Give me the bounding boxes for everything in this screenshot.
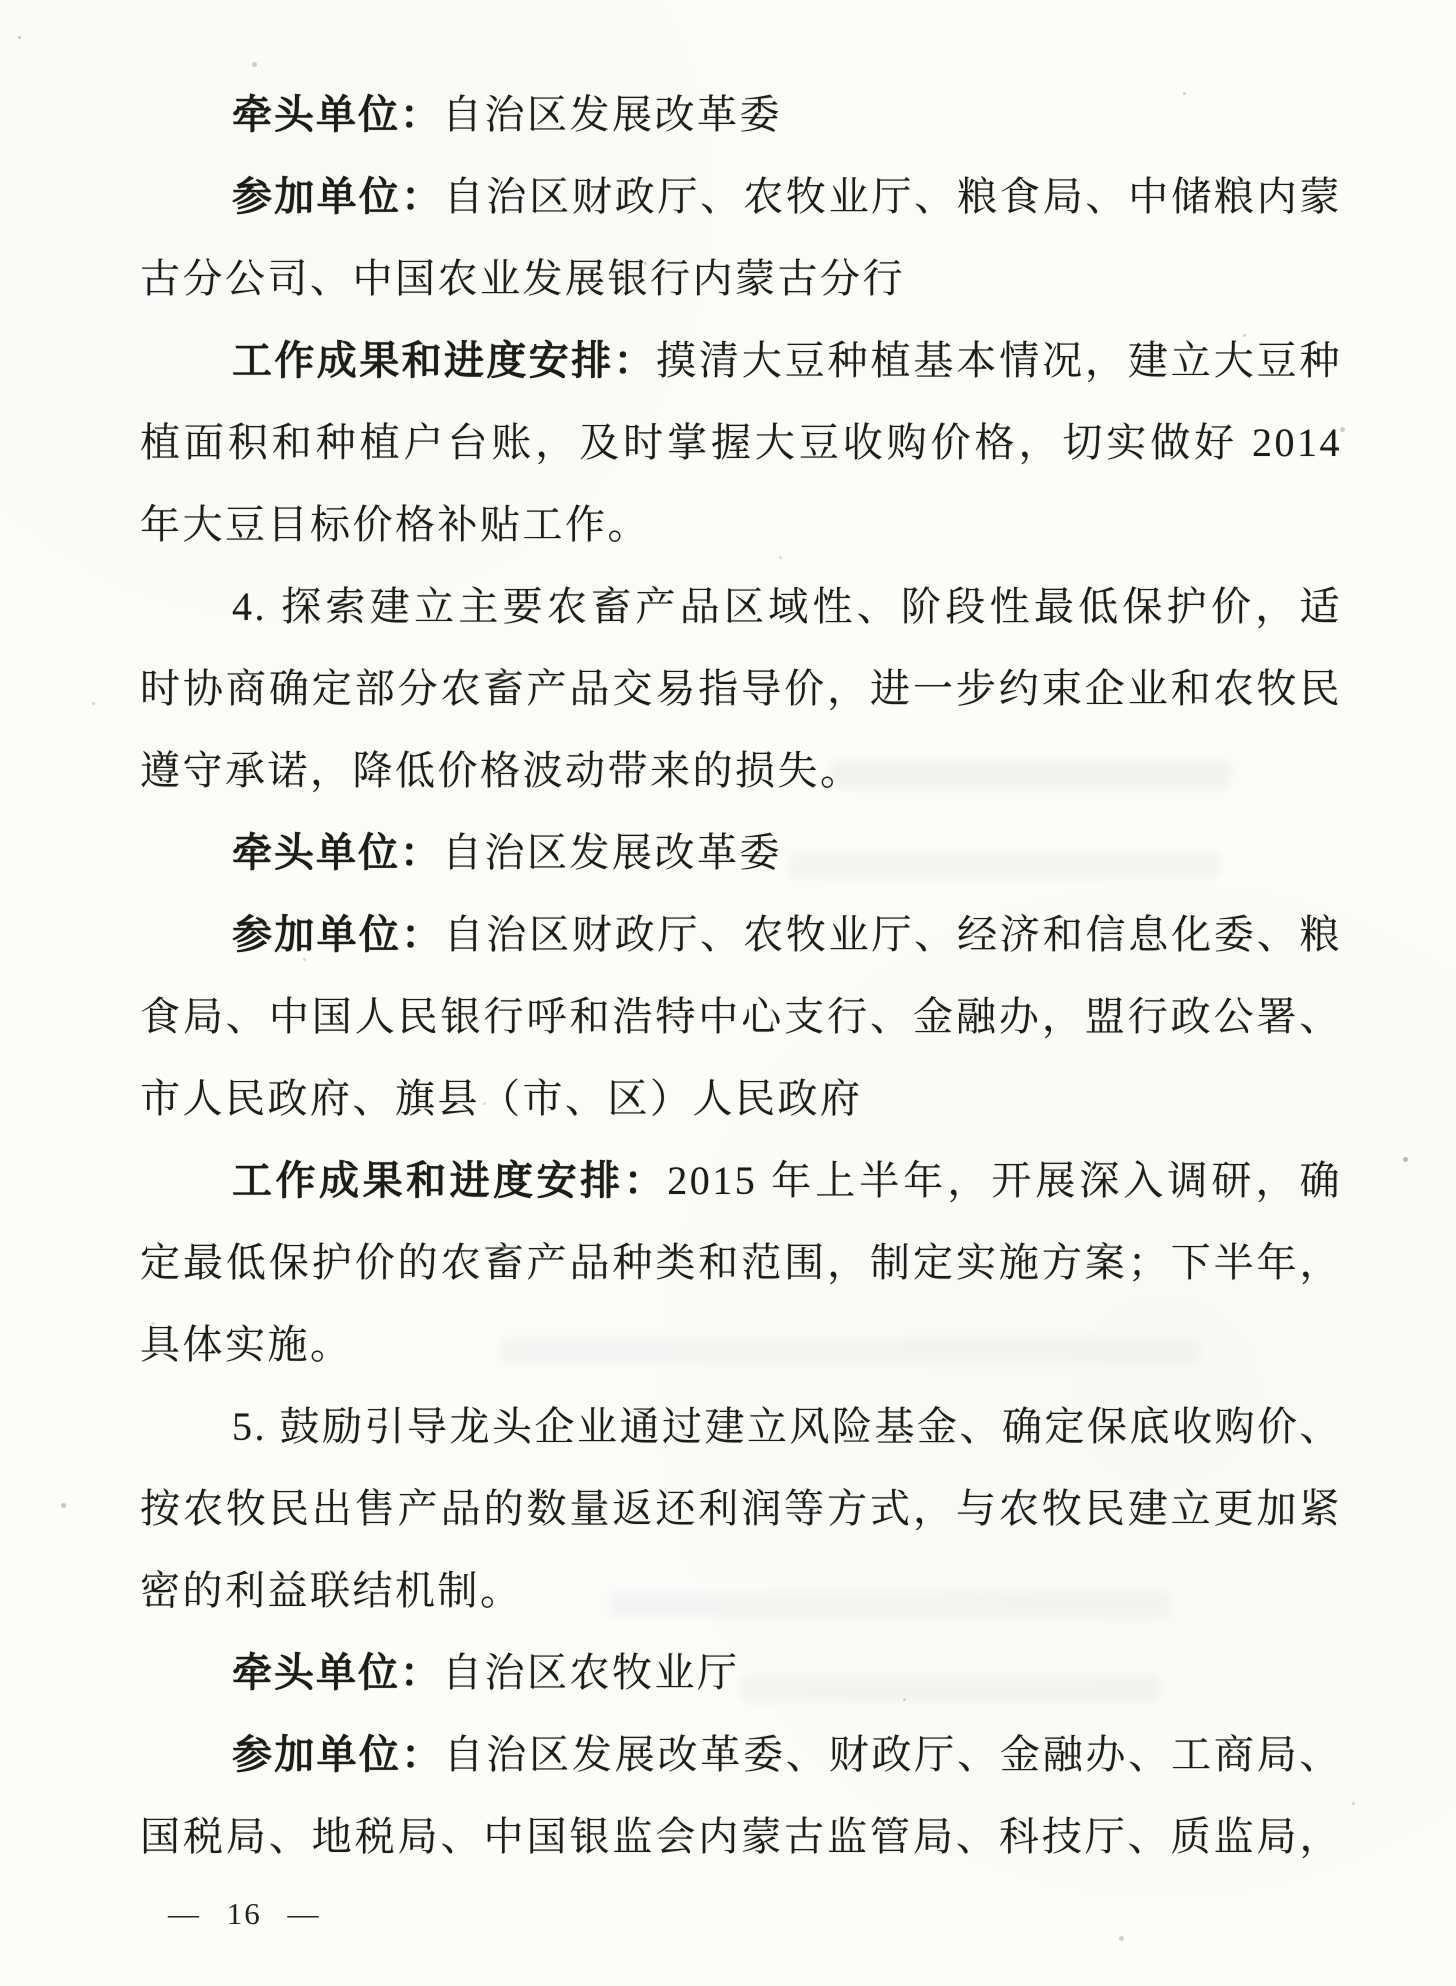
document-line <box>140 730 1342 812</box>
line-text: 食局、中国人民银行呼和浩特中心支行、金融办，盟行政公署、 <box>140 994 1342 1039</box>
document-line <box>140 1222 1342 1304</box>
line-label: 牵头单位： <box>232 1651 442 1695</box>
line-label: 工作成果和进度安排： <box>232 339 656 383</box>
page-number: — 16 — <box>168 1896 321 1931</box>
document-line <box>140 1632 1342 1714</box>
document-line <box>140 1304 1342 1386</box>
document-line <box>140 648 1342 730</box>
line-text: 市人民政府、旗县（市、区）人民政府 <box>140 1076 863 1121</box>
line-text: 古分公司、中国农业发展银行内蒙古分行 <box>140 256 905 301</box>
document-line <box>140 156 1342 238</box>
line-text: 5. 鼓励引导龙头企业通过建立风险基金、确定保底收购价、 <box>232 1404 1342 1449</box>
line-label: 参加单位： <box>232 913 444 957</box>
line-text: 4. 探索建立主要农畜产品区域性、阶段性最低保护价，适 <box>232 584 1342 629</box>
line-text: 摸清大豆种植基本情况，建立大豆种 <box>656 338 1342 383</box>
line-text: 按农牧民出售产品的数量返还利润等方式，与农牧民建立更加紧 <box>140 1486 1342 1531</box>
line-text: 年大豆目标价格补贴工作。 <box>140 502 650 547</box>
line-text: 遵守承诺，降低价格波动带来的损失。 <box>140 748 863 793</box>
page-text <box>140 74 1342 1878</box>
line-text: 自治区发展改革委、财政厅、金融办、工商局、 <box>443 1732 1342 1777</box>
document-line <box>140 1550 1342 1632</box>
line-text: 自治区财政厅、农牧业厅、粮食局、中储粮内蒙 <box>443 174 1342 219</box>
document-line <box>140 320 1342 402</box>
document-line <box>140 238 1342 320</box>
document-line <box>140 976 1342 1058</box>
line-label: 工作成果和进度安排： <box>232 1159 668 1203</box>
document-line <box>140 484 1342 566</box>
line-label: 参加单位： <box>232 175 444 219</box>
document-line <box>140 402 1342 484</box>
line-text: 具体实施。 <box>140 1322 353 1367</box>
document-line <box>140 1714 1342 1796</box>
line-text: 自治区发展改革委 <box>442 830 782 875</box>
document-line <box>140 1468 1342 1550</box>
line-text: 植面积和种植户台账，及时掌握大豆收购价格，切实做好 2014 <box>140 420 1342 465</box>
document-line <box>140 1140 1342 1222</box>
document-line <box>140 812 1342 894</box>
document-line <box>140 894 1342 976</box>
line-text: 国税局、地税局、中国银监会内蒙古监管局、科技厅、质监局， <box>140 1814 1342 1859</box>
document-line <box>140 74 1342 156</box>
document-line <box>140 1796 1342 1878</box>
line-text: 自治区发展改革委 <box>442 92 782 137</box>
line-label: 牵头单位： <box>232 93 442 137</box>
document-line <box>140 1058 1342 1140</box>
line-label: 参加单位： <box>232 1733 444 1777</box>
line-text: 2015 年上半年，开展深入调研，确 <box>667 1158 1343 1203</box>
line-text: 密的利益联结机制。 <box>140 1568 523 1613</box>
scan-noise-specks <box>0 0 3 3</box>
line-label: 牵头单位： <box>232 831 442 875</box>
line-text: 自治区财政厅、农牧业厅、经济和信息化委、粮 <box>443 912 1342 957</box>
document-line <box>140 1386 1342 1468</box>
line-text: 时协商确定部分农畜产品交易指导价，进一步约束企业和农牧民 <box>140 666 1342 711</box>
line-text: 自治区农牧业厅 <box>442 1650 740 1695</box>
document-line <box>140 566 1342 648</box>
line-text: 定最低保护价的农畜产品种类和范围，制定实施方案；下半年， <box>140 1240 1342 1285</box>
